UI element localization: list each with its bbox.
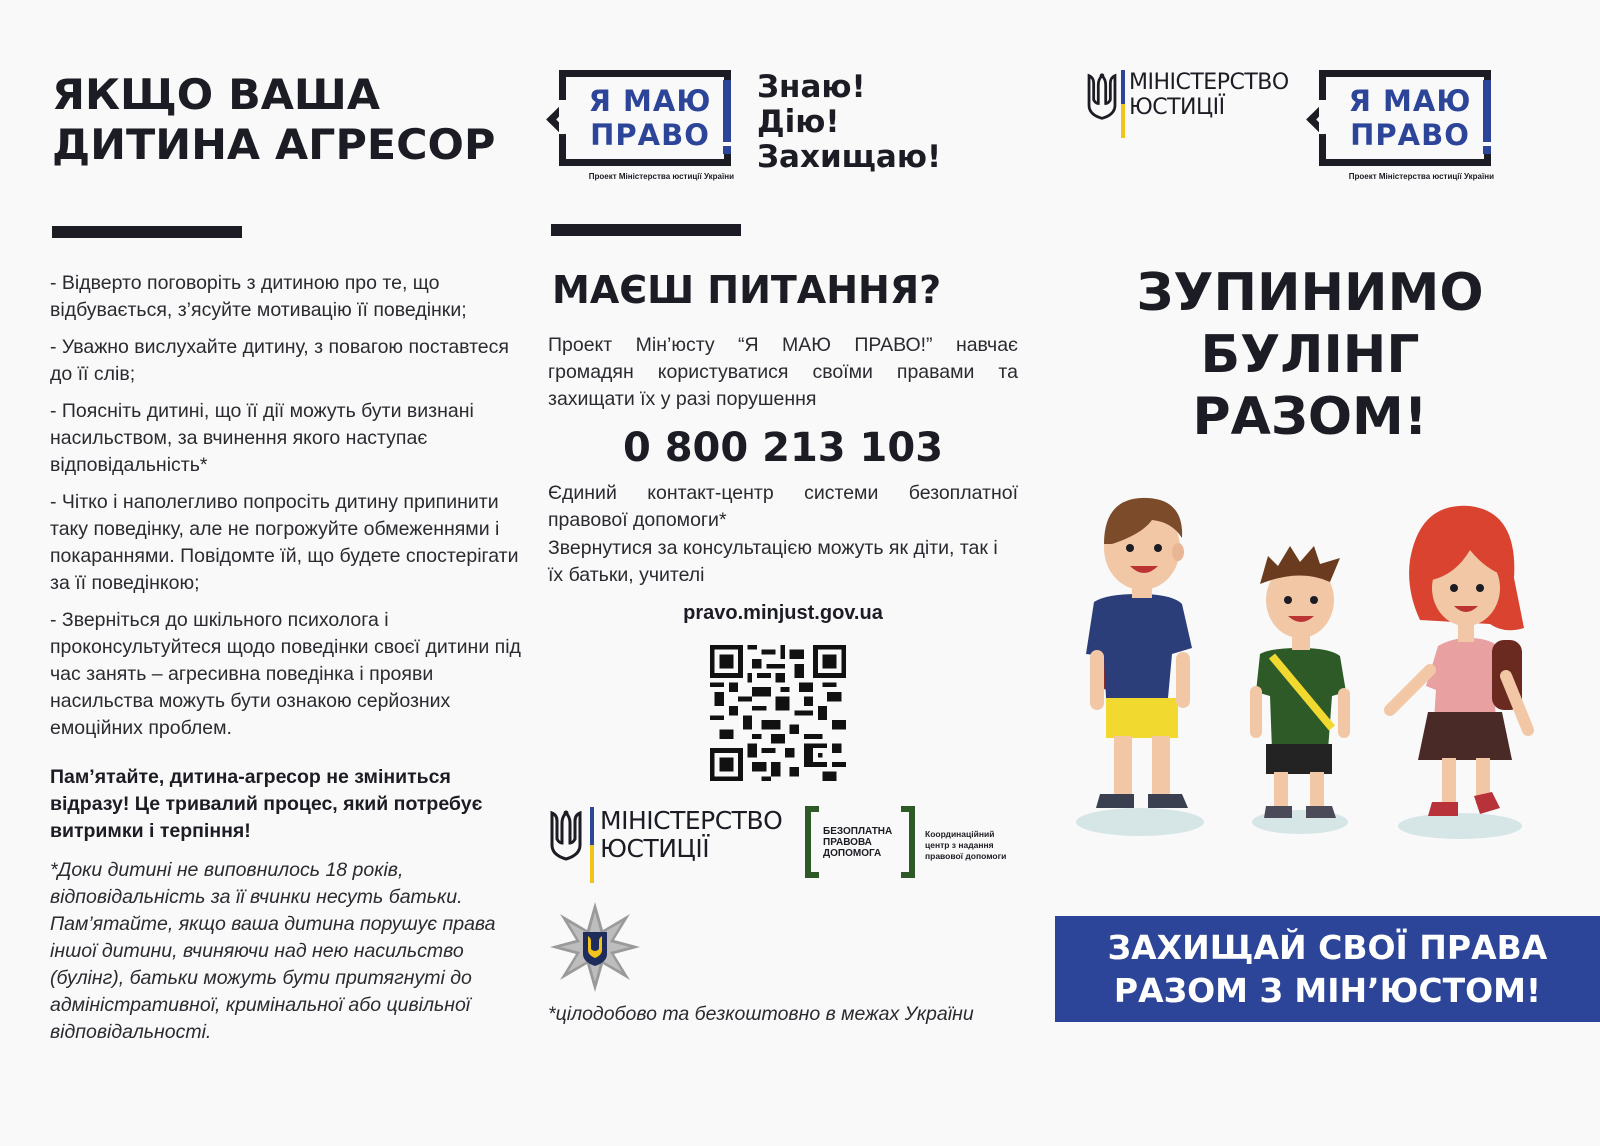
title-line: РАЗОМ! <box>1192 387 1428 447</box>
hotline-phone[interactable]: 0 800 213 103 <box>622 425 944 471</box>
exclamation-icon <box>723 80 731 152</box>
free-legal-aid-logo <box>805 806 915 882</box>
trident-icon <box>548 809 584 863</box>
bpd-side-line: правової допомоги <box>925 851 1007 861</box>
footnote: *цілодобово та безкоштовно в межах України <box>548 1003 974 1025</box>
ya-mayu-pravo-logo-top <box>1311 70 1501 188</box>
left-title-line2: ДИТИНА АГРЕСОР <box>52 120 496 169</box>
slogan-line: Дію! <box>757 104 840 140</box>
girl-figure <box>1390 506 1528 816</box>
contact-center-text: Єдиний контакт-центр системи безоплатної правової допомоги* <box>548 482 1018 531</box>
list-item: - Чітко і наполегливо попросіть дитину припинити таку поведінку, але не погрожуйте обмеженнями і покараннями. Повідомте їй, що будете спостерігати за її поведінкою; <box>50 491 519 594</box>
children-illustration <box>1060 490 1540 850</box>
title-line: ЗУПИНИМО <box>1136 263 1484 323</box>
logo-line2: ПРАВО <box>1350 118 1470 152</box>
logo-line1: Я МАЮ <box>1348 84 1472 118</box>
ministry-line2: ЮСТИЦІЇ <box>1129 95 1225 120</box>
banner-line: ЗАХИЩАЙ СВОЇ ПРАВА <box>1107 928 1548 967</box>
coordination-center-label <box>925 829 1006 862</box>
left-bold-note: Пам’ятайте, дитина-агресор не зміниться відразу! Це тривалий процес, який потребує витримки і терпіння! <box>50 766 483 842</box>
boy-middle-figure <box>1250 546 1350 818</box>
list-item: - Уважно вислухайте дитину, з повагою поставтеся до її слів; <box>50 336 509 385</box>
list-item: - Відверто поговоріть з дитиною про те, що відбувається, з’ясуйте мотивацію її поведінки; <box>50 272 467 321</box>
left-title-line1: ЯКЩО ВАША <box>52 70 381 119</box>
bpd-line2: ПРАВОВА <box>823 837 872 848</box>
ministry-line1: МІНІСТЕРСТВО <box>1129 70 1289 95</box>
left-advice-list <box>50 270 535 752</box>
logo-subtitle: Проект Міністерства юстиції України <box>588 172 734 181</box>
logo-line1: Я МАЮ <box>588 84 712 118</box>
bpd-side-line: центр з надання <box>925 840 994 850</box>
left-title <box>52 70 531 170</box>
qr-code[interactable] <box>710 645 846 781</box>
protect-rights-banner <box>1055 916 1600 1022</box>
middle-divider <box>551 224 741 236</box>
slogan <box>757 70 941 175</box>
consult-text: Звернутися за консультацією можуть як діти, так і їх батьки, учителі <box>548 537 998 586</box>
stop-bullying-title <box>1100 262 1520 448</box>
slogan-line: Захищаю! <box>757 139 942 175</box>
trident-icon <box>1085 72 1119 122</box>
ministry-logo-top <box>1085 68 1295 148</box>
banner-line: РАЗОМ З МІН’ЮСТОМ! <box>1113 971 1542 1010</box>
bpd-side-line: Координаційний <box>925 829 995 839</box>
bpd-line1: БЕЗОПЛАТНА <box>823 826 893 837</box>
left-divider <box>52 226 242 238</box>
ministry-logo <box>548 805 788 885</box>
project-intro: Проект Мін’юсту “Я МАЮ ПРАВО!” навчає громадян користуватися своїми правами та захищати їх у разі порушення <box>548 334 1018 410</box>
left-italic-note: *Доки дитині не виповнилось 18 років, відповідальність за її вчинки несуть батьки. Пам’ятайте, якщо ваша дитина порушує права іншої дитини, вчиняючи над нею насильство (булінг), батьки можуть бути притягнуті до адміністративної, кримінальної або цивільної відповідальності. <box>50 859 496 1043</box>
list-item: - Поясніть дитині, що її дії можуть бути визнані насильством, за вчинення якого наступає відповідальність* <box>50 400 474 476</box>
ministry-line1: МІНІСТЕРСТВО <box>600 806 783 835</box>
logo-text <box>577 84 723 152</box>
ministry-line2: ЮСТИЦІЇ <box>600 834 710 863</box>
middle-title: МАЄШ ПИТАННЯ? <box>552 268 942 312</box>
exclamation-icon <box>1483 80 1491 152</box>
ya-mayu-pravo-logo <box>551 70 741 188</box>
list-item: - Зверніться до шкільного психолога і проконсультуйтеся щодо поведінки своєї дитини під час занять – агресивна поведінка і прояви насильства можуть бути ознакою серйозних емоційних проблем. <box>50 609 521 739</box>
slogan-line: Знаю! <box>757 69 866 105</box>
website-link[interactable]: pravo.minjust.gov.ua <box>683 602 883 624</box>
logo-line2: ПРАВО <box>590 118 710 152</box>
logo-subtitle: Проект Міністерства юстиції України <box>1348 172 1494 181</box>
police-badge-icon <box>548 900 642 994</box>
bpd-line3: ДОПОМОГА <box>823 848 882 859</box>
title-line: БУЛІНГ <box>1200 325 1420 385</box>
boy-left-figure <box>1086 498 1192 808</box>
